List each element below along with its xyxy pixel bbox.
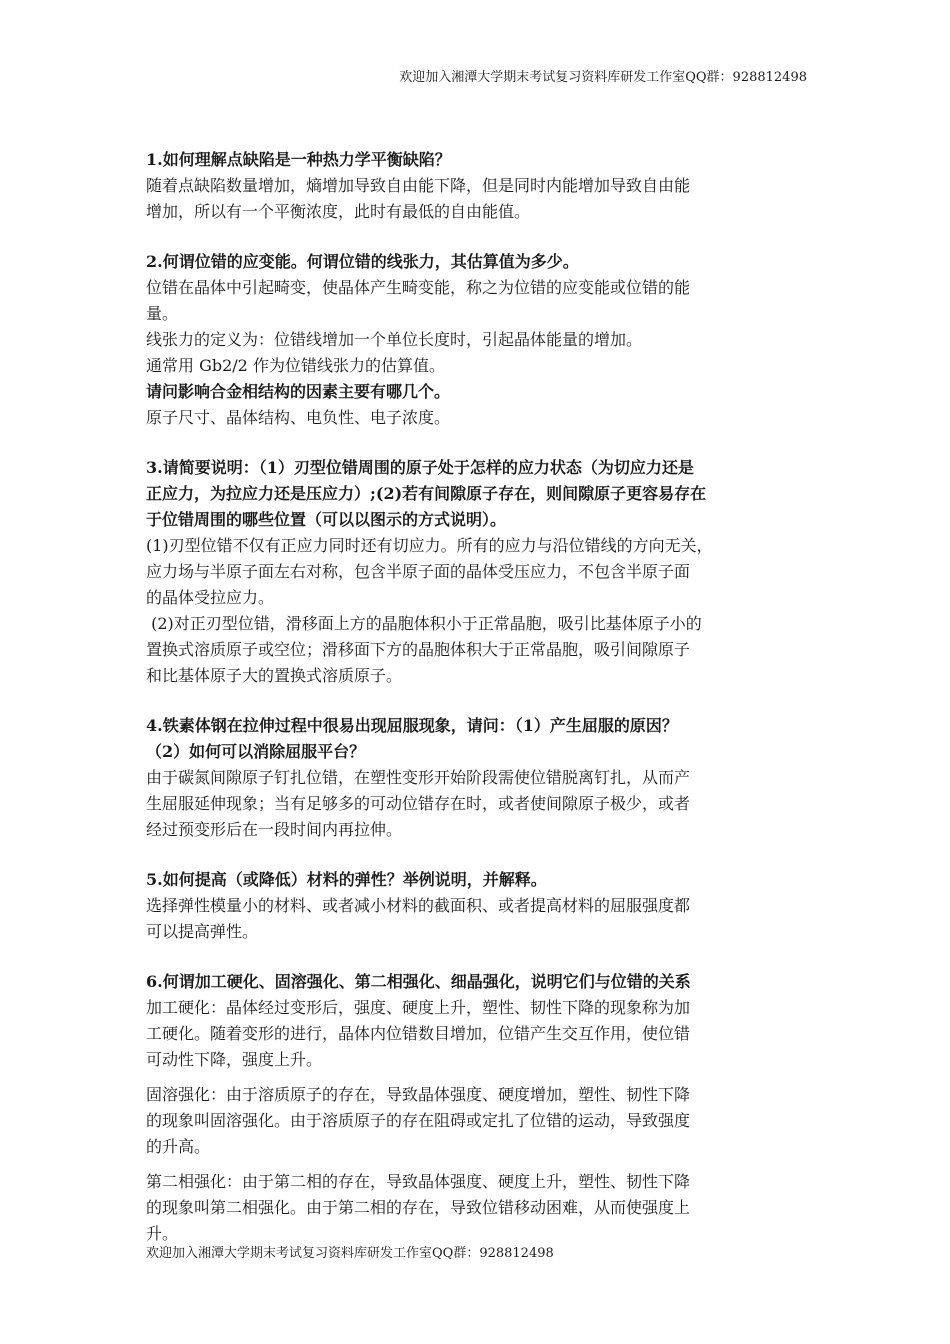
question-5-title: 5.如何提高（或降低）材料的弹性？举例说明，并解释。 — [146, 870, 547, 889]
answer-line: 通常用 Gb2/2 作为位错线张力的估算值。 — [146, 356, 445, 375]
question-2 — [146, 249, 814, 431]
page-header: 欢迎加入湘潭大学期末考试复习资料库研发工作室QQ群：928812498 — [399, 70, 807, 85]
answer-line: 随着点缺陷数量增加，熵增加导致自由能下降，但是同时内能增加导致自由能 — [146, 176, 691, 195]
answer-line: 生屈服延伸现象；当有足够多的可动位错存在时，或者使间隙原子极少，或者 — [146, 794, 691, 813]
question-3 — [146, 455, 814, 689]
answer-line: 的现象叫固溶强化。由于溶质原子的存在阻碍或定扎了位错的运动，导致强度 — [146, 1111, 691, 1130]
answer-line: 增加，所以有一个平衡浓度，此时有最低的自由能值。 — [146, 202, 531, 221]
answer-line: 线张力的定义为：位错线增加一个单位长度时，引起晶体能量的增加。 — [146, 330, 643, 349]
answer-line: 的升高。 — [146, 1137, 211, 1156]
answer-line: 经过预变形后在一段时间内再拉伸。 — [146, 820, 403, 839]
answer-line: 量。 — [146, 304, 179, 323]
question-6 — [146, 969, 814, 1247]
answer-line: 可以提高弹性。 — [146, 922, 259, 941]
question-3-title: 3.请简要说明：（1）刃型位错周围的原子处于怎样的应力状态（为切应力还是 — [146, 458, 694, 477]
answer-line: (1)刃型位错不仅有正应力同时还有切应力。所有的应力与沿位错线的方向无关， — [146, 536, 713, 555]
question-1 — [146, 147, 814, 225]
answer-line: 固溶强化：由于溶质原子的存在，导致晶体强度、硬度增加，塑性、韧性下降 — [146, 1085, 691, 1104]
question-3-title: 于位错周围的哪些位置（可以以图示的方式说明）。 — [146, 510, 507, 529]
answer-line: 位错在晶体中引起畸变，使晶体产生畸变能，称之为位错的应变能或位错的能 — [146, 278, 691, 297]
question-5 — [146, 867, 814, 945]
answer-line: 和比基体原子大的置换式溶质原子。 — [146, 666, 403, 685]
document-body — [146, 147, 814, 1247]
answer-line: (2)对正刃型位错，滑移面上方的晶胞体积小于正常晶胞，吸引比基体原子小的 — [146, 614, 702, 633]
answer-line: 第二相强化：由于第二相的存在，导致晶体强度、硬度上升，塑性、韧性下降 — [146, 1172, 691, 1191]
answer-line: 可动性下降，强度上升。 — [146, 1050, 323, 1069]
question-4 — [146, 713, 814, 843]
answer-line: 由于碳氮间隙原子钉扎位错，在塑性变形开始阶段需使位错脱离钉扎，从而产 — [146, 768, 691, 787]
question-1-title: 1.如何理解点缺陷是一种热力学平衡缺陷？ — [146, 150, 451, 169]
question-2b-title: 请问影响合金相结构的因素主要有哪几个。 — [146, 382, 451, 401]
question-3-title: 正应力，为拉应力还是压应力）;(2)若有间隙原子存在，则间隙原子更容易存在 — [146, 484, 707, 503]
answer-line: 加工硬化：晶体经过变形后，强度、硬度上升，塑性、韧性下降的现象称为加 — [146, 998, 691, 1017]
answer-line: 应力场与半原子面左右对称，包含半原子面的晶体受压应力，不包含半原子面 — [146, 562, 691, 581]
question-4-title: 4.铁素体钢在拉伸过程中很易出现屈服现象，请问：（1）产生屈服的原因？ — [146, 716, 678, 735]
answer-line: 选择弹性模量小的材料、或者减小材料的截面积、或者提高材料的屈服强度都 — [146, 896, 691, 915]
answer-line: 原子尺寸、晶体结构、电负性、电子浓度。 — [146, 408, 451, 427]
page-footer: 欢迎加入湘潭大学期末考试复习资料库研发工作室QQ群：928812498 — [146, 1246, 554, 1261]
answer-line: 的现象叫第二相强化。由于第二相的存在，导致位错移动困难，从而使强度上 — [146, 1198, 691, 1217]
answer-line: 的晶体受拉应力。 — [146, 588, 275, 607]
answer-line: 工硬化。随着变形的进行，晶体内位错数目增加，位错产生交互作用，使位错 — [146, 1024, 691, 1043]
question-6-title: 6.何谓加工硬化、固溶强化、第二相强化、细晶强化，说明它们与位错的关系 — [146, 972, 691, 991]
question-2-title: 2.何谓位错的应变能。何谓位错的线张力，其估算值为多少。 — [146, 252, 579, 271]
answer-line: 置换式溶质原子或空位；滑移面下方的晶胞体积大于正常晶胞，吸引间隙原子 — [146, 640, 691, 659]
question-4-title: （2）如何可以消除屈服平台？ — [146, 742, 366, 761]
answer-line: 升。 — [146, 1224, 179, 1243]
